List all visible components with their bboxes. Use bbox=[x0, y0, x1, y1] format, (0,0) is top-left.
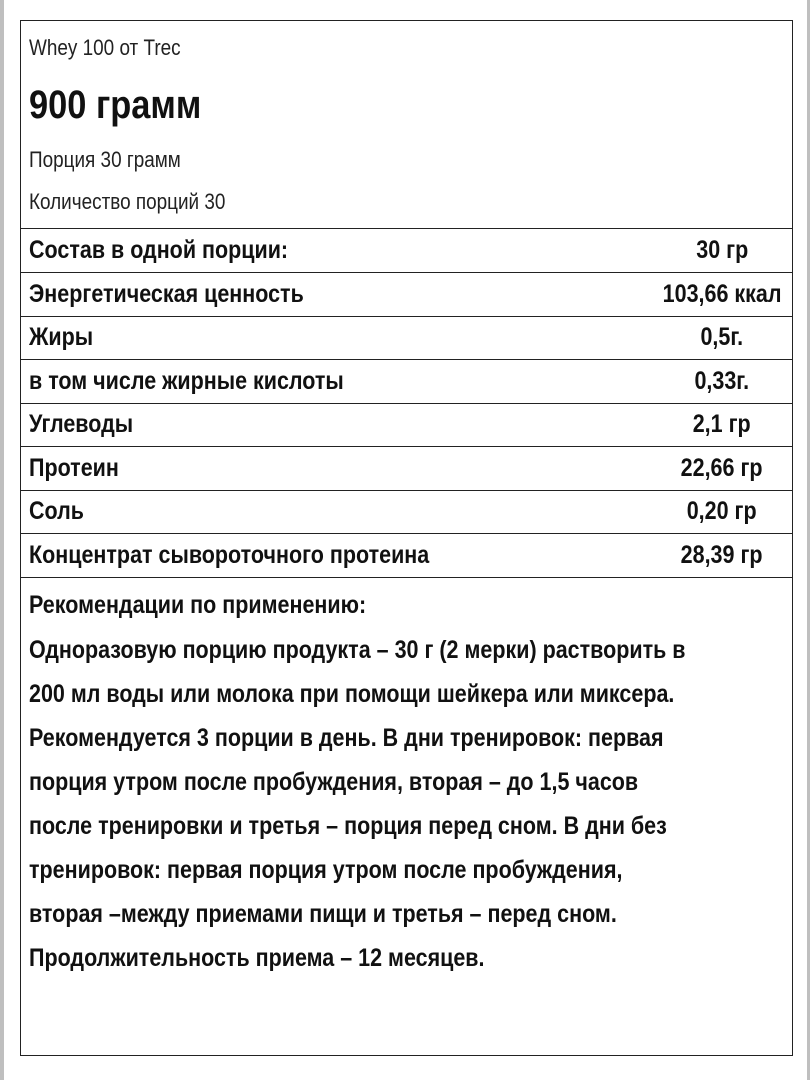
usage-text-line: Одноразовую порцию продукта – 30 г (2 мерки) растворить в bbox=[29, 635, 686, 664]
table-row bbox=[21, 534, 792, 578]
table-row bbox=[21, 447, 792, 491]
nutrient-value: 0,5г. bbox=[700, 323, 744, 352]
usage-text-line: после тренировки и третья – порция перед сном. В дни без bbox=[29, 811, 667, 840]
nutrient-name: Соль bbox=[29, 497, 84, 526]
usage-text-line: порция утром после пробуждения, вторая – до 1,5 часов bbox=[29, 767, 639, 796]
usage-text-line: 200 мл воды или молока при помощи шейкера или миксера. bbox=[29, 679, 675, 708]
nutrient-name: Протеин bbox=[29, 453, 119, 482]
nutrient-value: 28,39 гр bbox=[681, 540, 763, 569]
nutrient-value: 2,1 гр bbox=[693, 410, 751, 439]
nutrient-name: Энергетическая ценность bbox=[29, 279, 304, 308]
nutrient-name: Углеводы bbox=[29, 410, 134, 439]
usage-text-line: Рекомендуется 3 порции в день. В дни тренировок: первая bbox=[29, 723, 664, 752]
package-weight: 900 грамм bbox=[29, 83, 202, 127]
nutrient-name: Состав в одной порции: bbox=[29, 236, 289, 264]
nutrition-table bbox=[21, 229, 792, 578]
nutrient-value: 0,20 гр bbox=[687, 497, 757, 526]
table-row bbox=[21, 273, 792, 317]
usage-text-line: вторая –между приемами пищи и третья – перед сном. bbox=[29, 899, 617, 928]
nutrient-name: Концентрат сывороточного протеина bbox=[29, 540, 430, 569]
product-label bbox=[20, 20, 793, 1056]
nutrient-name: Жиры bbox=[29, 323, 94, 352]
table-row bbox=[21, 360, 792, 404]
nutrient-value: 22,66 гр bbox=[681, 453, 763, 482]
usage-title: Рекомендации по применению: bbox=[29, 590, 367, 619]
brand-name: Whey 100 от Trec bbox=[29, 35, 181, 60]
portions-count: Количество порций 30 bbox=[29, 189, 226, 214]
table-row bbox=[21, 316, 792, 360]
nutrient-name: в том числе жирные кислоты bbox=[29, 366, 344, 395]
usage-text-line: Продолжительность приема – 12 месяцев. bbox=[29, 943, 485, 972]
portion-size: Порция 30 грамм bbox=[29, 147, 181, 172]
page-edge-left bbox=[0, 0, 4, 1080]
table-row bbox=[21, 229, 792, 273]
usage-text-line: тренировок: первая порция утром после пробуждения, bbox=[29, 855, 623, 884]
table-row bbox=[21, 403, 792, 447]
nutrient-value: 0,33г. bbox=[694, 366, 750, 395]
usage-recommendations bbox=[21, 578, 792, 980]
nutrient-value: 30 гр bbox=[696, 236, 748, 264]
label-header bbox=[21, 21, 792, 229]
nutrient-value: 103,66 ккал bbox=[662, 279, 782, 308]
table-row bbox=[21, 490, 792, 534]
